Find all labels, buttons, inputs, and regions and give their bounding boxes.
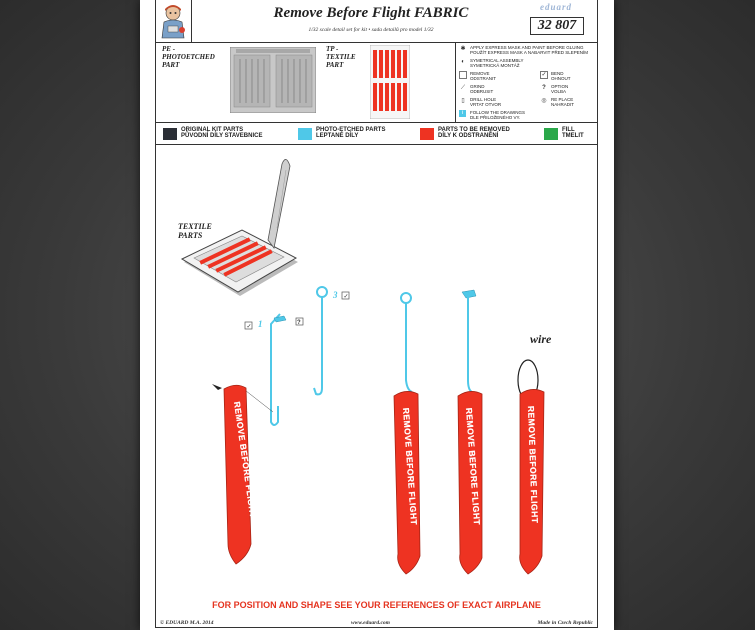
instruction-sheet <box>140 0 614 630</box>
swatch-remove-label: PARTS TO BE REMOVED DÍLY K ODSTRANĚNÍ <box>438 127 510 139</box>
tag-3 <box>458 290 482 574</box>
legend-grind: GRIND ODBRUSIT <box>470 84 494 94</box>
symbol-legend <box>455 42 598 122</box>
kit-number: 32 807 <box>530 17 584 35</box>
legend-option: OPTION VOLBA <box>551 84 569 94</box>
swatch-fill <box>544 128 558 140</box>
tag-1 <box>212 384 258 564</box>
svg-text:?: ? <box>297 320 301 326</box>
made-in: Made in Czech Republic <box>537 620 593 626</box>
page-subtitle: 1/32 scale detail set for kit • sada detailů pro model 1/32 <box>308 27 434 33</box>
pe-fret-image <box>230 47 316 113</box>
wire-label: wire <box>530 332 552 346</box>
svg-text:REMOVE BEFORE FLIGHT: REMOVE BEFORE FLIGHT <box>232 400 259 519</box>
swatch-fill-label: FILL TMELIT <box>562 127 584 139</box>
tag-2 <box>394 293 420 574</box>
pe-hook-1 <box>241 314 286 425</box>
svg-text:REMOVE BEFORE FLIGHT: REMOVE BEFORE FLIGHT <box>526 405 541 524</box>
tag-wire <box>518 360 544 574</box>
legend-follow: FOLLOW THE DRAWINGS DLE PŘILOŽENÉHO VY. <box>470 110 526 120</box>
assembly-illustration <box>156 144 597 604</box>
pe-hook-3 <box>314 287 327 394</box>
page-title: Remove Before Flight FABRIC <box>273 5 469 21</box>
svg-text:✓: ✓ <box>246 324 252 330</box>
legend-remove: REMOVE ODSTRANIT <box>470 71 497 81</box>
apply-mask-icon: ✱ <box>460 46 466 52</box>
svg-text:REMOVE BEFORE FLIGHT: REMOVE BEFORE FLIGHT <box>401 407 420 526</box>
legend-apply-mask: APPLY EXPRESS MASK AND PAINT BEFORE GLUING POUŽÍT EXPRESS MASK A NABARVIT PŘED SLEPENÍM <box>470 45 589 55</box>
textile-plate <box>182 159 298 296</box>
svg-text:✓: ✓ <box>343 294 349 300</box>
grind-icon: ⟋ <box>460 85 466 91</box>
tp-part-label: TP - TEXTILE PART <box>326 45 356 69</box>
textile-parts-label: TEXTILE PARTS <box>178 222 212 240</box>
part-number-3: 3 <box>333 290 338 300</box>
parts-overview <box>156 42 597 123</box>
symmetrical-icon: ◐ <box>461 59 465 65</box>
color-legend <box>156 122 597 145</box>
legend-bend: BEND OHNOUT <box>551 71 571 81</box>
swatch-photo-etched <box>298 128 312 140</box>
sheet-frame <box>155 0 598 628</box>
copyright: © EDUARD M.A. 2014 <box>160 620 214 626</box>
option-icon: ? <box>542 85 546 91</box>
mascot-logo <box>156 0 192 42</box>
swatch-remove <box>420 128 434 140</box>
pe-part-label: PE - PHOTOETCHED PART <box>162 45 215 69</box>
svg-text:REMOVE BEFORE FLIGHT: REMOVE BEFORE FLIGHT <box>464 407 483 526</box>
swatch-original <box>163 128 177 140</box>
legend-symmetrical: SYMETRICAL ASSEMBLY SYMETRICKÁ MONTÁŽ <box>470 58 524 68</box>
part-number-1: 1 <box>258 319 263 329</box>
swatch-original-label: ORIGINAL KIT PARTS PŮVODNÍ DÍLY STAVEBNICE <box>181 127 263 139</box>
legend-drill: DRILL HOLE VRTAT OTVOR <box>470 97 502 107</box>
assembly-drawing <box>156 144 597 619</box>
bend-icon: ✓ <box>541 72 547 78</box>
header <box>156 0 597 43</box>
brand-logo: eduard <box>539 2 572 12</box>
follow-icon: i <box>459 110 466 117</box>
drill-icon: ▯ <box>461 98 465 104</box>
reference-notice: FOR POSITION AND SHAPE SEE YOUR REFERENCES OF EXACT AIRPLANE <box>212 600 541 610</box>
legend-replace: RE PLACE NAHRADIT <box>551 97 575 107</box>
footer <box>156 620 597 630</box>
replace-icon: ◎ <box>541 98 547 104</box>
website-link[interactable]: www.eduard.com <box>351 620 390 626</box>
textile-sheet-image <box>370 45 410 119</box>
remove-icon <box>459 71 467 79</box>
swatch-photo-etched-label: PHOTO-ETCHED PARTS LEPTANÉ DÍLY <box>316 127 386 139</box>
